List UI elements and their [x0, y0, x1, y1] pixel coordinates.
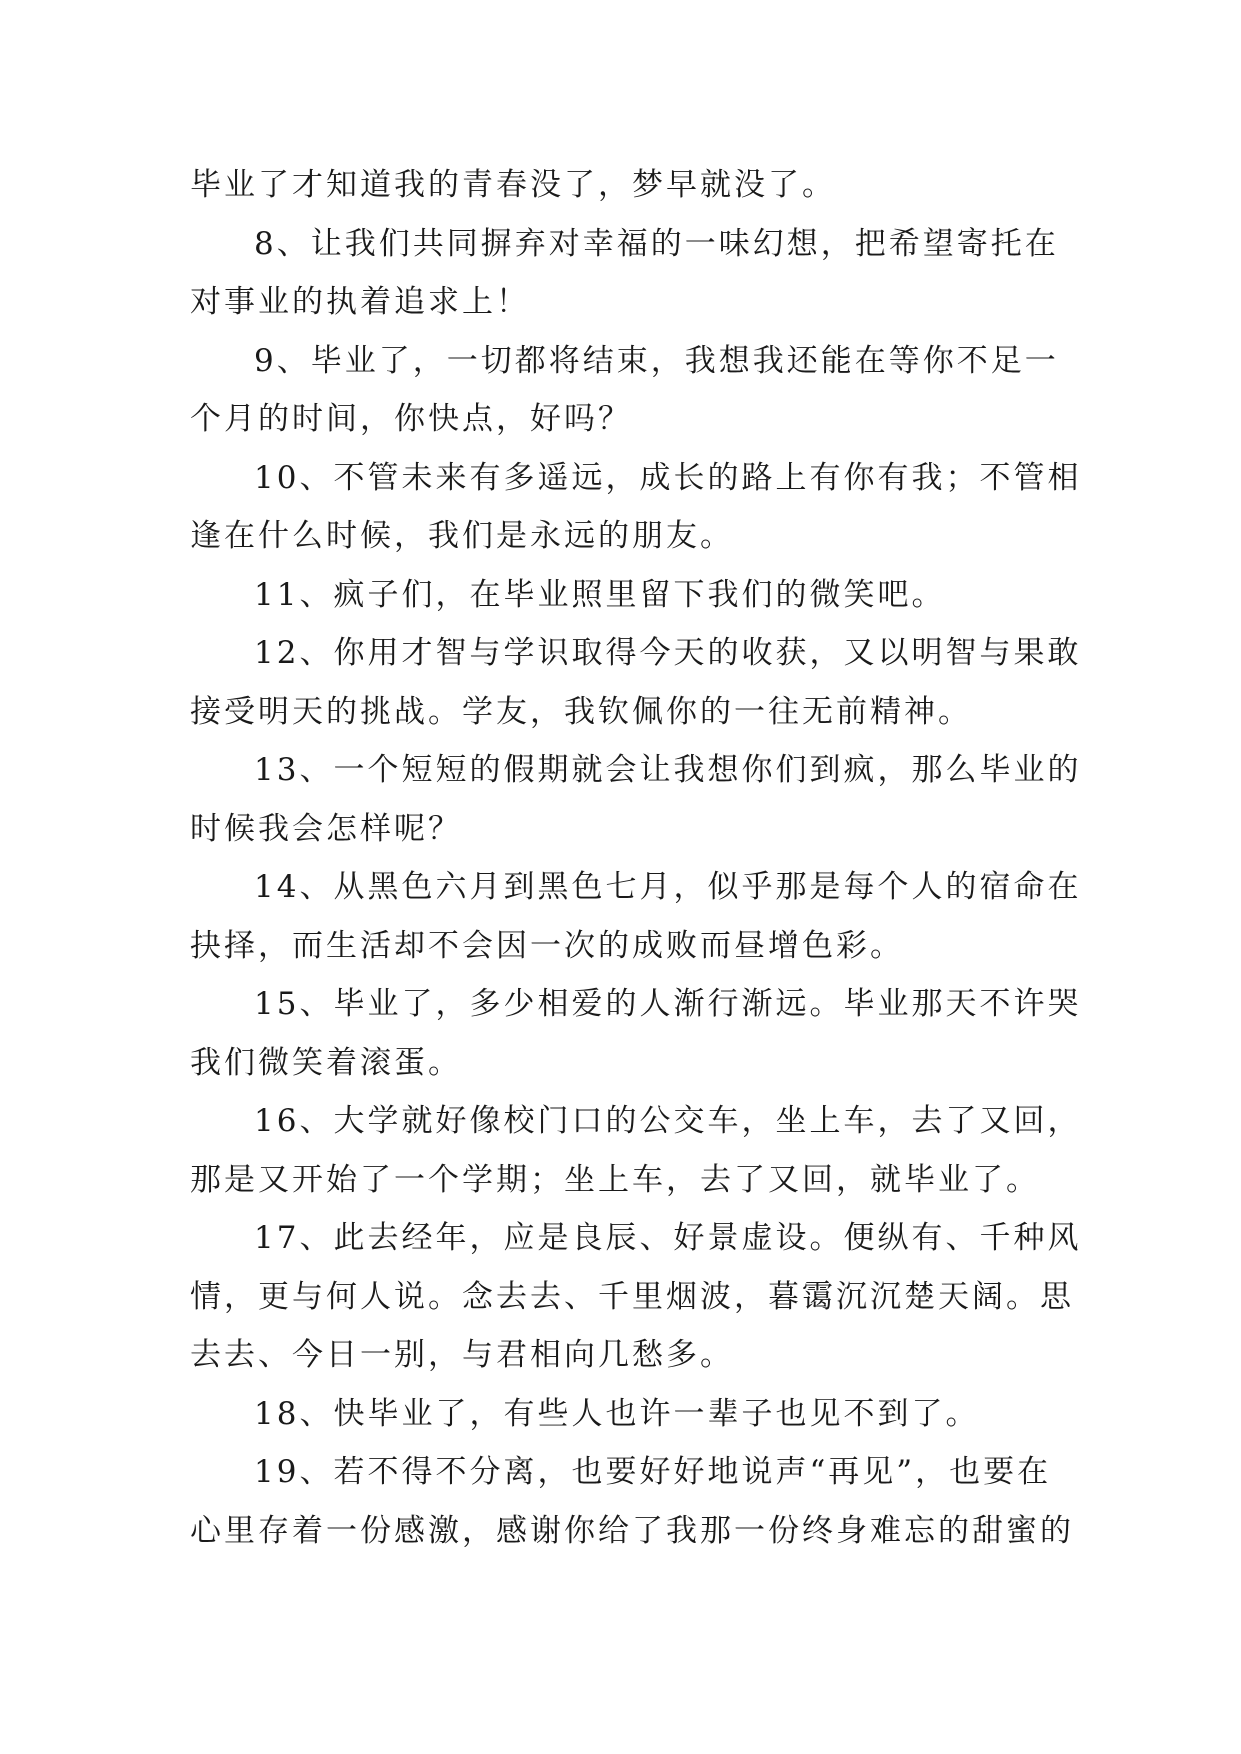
paragraph-16-line-2: 那是又开始了一个学期；坐上车，去了又回，就毕业了。: [190, 1161, 1040, 1198]
paragraph-15-line-2: 我们微笑着滚蛋。: [190, 1044, 462, 1081]
paragraph-17-line-3: 去去、今日一别，与君相向几愁多。: [190, 1337, 734, 1373]
document-body: [190, 156, 1082, 1560]
paragraph-10-line-1: 10、不管未来有多遥远，成长的路上有你有我；不管相: [254, 459, 1082, 496]
paragraph-17-line-1: 17、此去经年，应是良辰、好景虚设。便纵有、千种风: [254, 1220, 1082, 1256]
paragraph-9-line-2: 个月的时间，你快点，好吗？: [190, 401, 632, 437]
paragraph-11-line-1: 11、疯子们，在毕业照里留下我们的微笑吧。: [254, 576, 946, 613]
paragraph-19-line-1: 19、若不得不分离，也要好好地说声“再见”，也要在: [254, 1454, 1052, 1490]
text-line: 毕业了才知道我的青春没了，梦早就没了。: [190, 167, 836, 203]
paragraph-12-line-2: 接受明天的挑战。学友，我钦佩你的一往无前精神。: [190, 693, 972, 730]
paragraph-14-line-2: 抉择，而生活却不会因一次的成败而昼增色彩。: [190, 927, 904, 964]
paragraph-10-line-2: 逢在什么时候，我们是永远的朋友。: [190, 518, 734, 554]
paragraph-9-line-1: 9、毕业了，一切都将结束，我想我还能在等你不足一: [254, 342, 1059, 379]
paragraph-13-line-1: 13、一个短短的假期就会让我想你们到疯，那么毕业的: [254, 752, 1082, 788]
paragraph-15-line-1: 15、毕业了，多少相爱的人渐行渐远。毕业那天不许哭: [254, 986, 1082, 1022]
paragraph-8-line-2: 对事业的执着追求上！: [190, 284, 530, 320]
paragraph-18-line-1: 18、快毕业了，有些人也许一辈子也见不到了。: [254, 1395, 980, 1432]
paragraph-19-line-2: 心里存着一份感激，感谢你给了我那一份终身难忘的甜蜜的: [190, 1512, 1074, 1549]
paragraph-13-line-2: 时候我会怎样呢？: [190, 810, 462, 847]
paragraph-17-line-2: 情，更与何人说。念去去、千里烟波，暮霭沉沉楚天阔。思: [190, 1278, 1074, 1315]
paragraph-12-line-1: 12、你用才智与学识取得今天的收获，又以明智与果敢: [254, 635, 1082, 671]
paragraph-14-line-1: 14、从黑色六月到黑色七月，似乎那是每个人的宿命在: [254, 869, 1082, 905]
paragraph-16-line-1: 16、大学就好像校门口的公交车，坐上车，去了又回，: [254, 1103, 1082, 1139]
paragraph-8-line-1: 8、让我们共同摒弃对幸福的一味幻想，把希望寄托在: [254, 225, 1059, 262]
